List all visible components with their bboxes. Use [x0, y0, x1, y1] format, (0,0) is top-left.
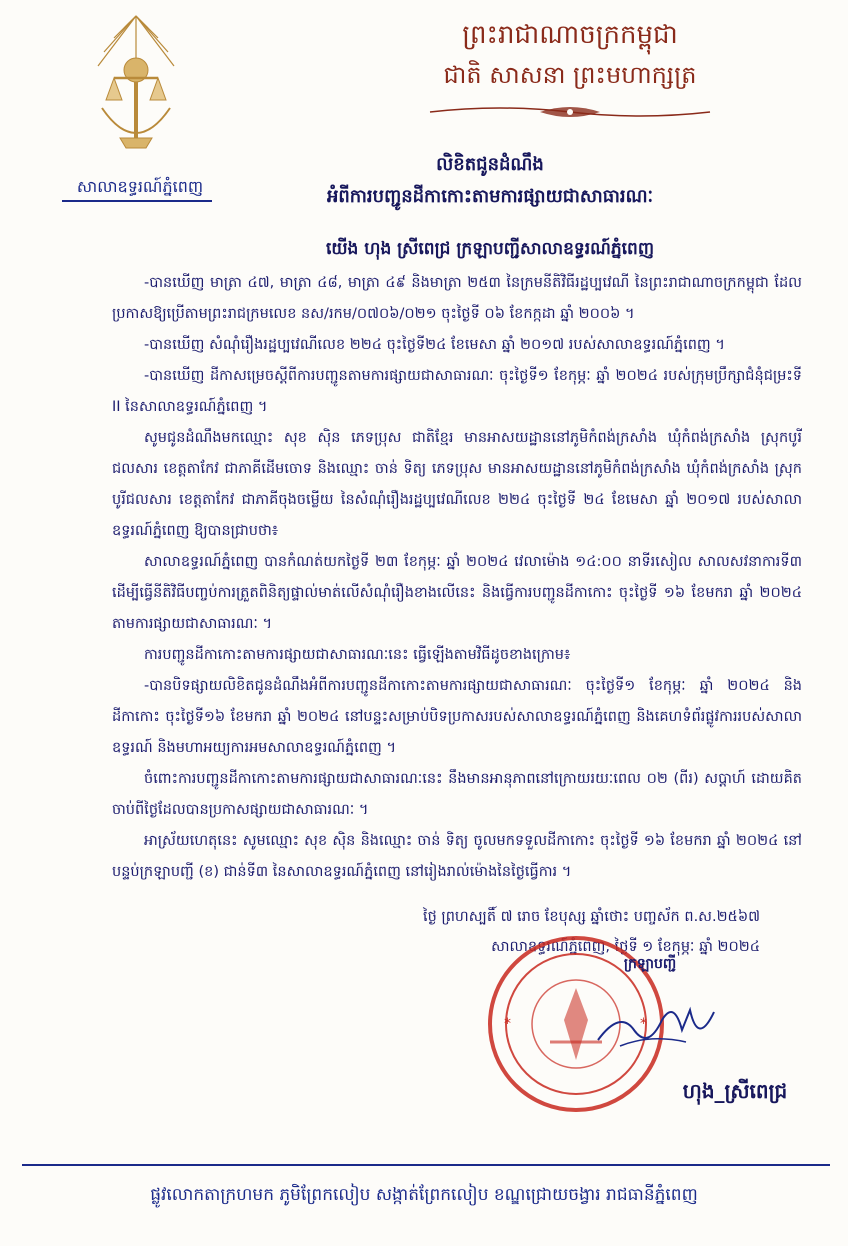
signatory-role: ក្រឡាបញ្ជី: [623, 956, 677, 972]
body-paragraph: ការបញ្ជូនដីកាកោះតាមការផ្សាយជាសាធារណៈនេះ ធ្វើឡើងតាមវិធីដូចខាងក្រោម៖: [144, 647, 571, 663]
svg-text:*: *: [504, 1016, 511, 1032]
body-paragraph: ចំពោះការបញ្ជូនដីកាកោះតាមការផ្សាយជាសាធារណៈនេះ នឹងមានអានុភាពនៅក្រោយរយៈពេល ០២ (ពីរ) សប្ដាហ៍ ដោយគិតចាប់ពីថ្ងៃដែលបានប្រកាសផ្សាយជាសាធារណៈ ។: [112, 771, 802, 818]
footer-divider: [22, 1164, 830, 1166]
national-motto: ជាតិ សាសនា ព្រះមហាក្សត្រ: [443, 61, 697, 89]
solar-date: សាលាឧទ្ធរណ៍ភ្នំពេញ, ថ្ងៃទី ១ ខែកុម្ភៈ ឆ្នាំ ២០២៤: [491, 939, 760, 955]
handwritten-signature-icon: [590, 990, 720, 1060]
kingdom-heading: ព្រះរាជាណាចក្រកម្ពុជា: [462, 20, 678, 50]
signatory-name: ហុង_ស្រីពេជ្រ: [682, 1079, 788, 1103]
body-paragraph: -បានបិទផ្សាយលិខិតជូនដំណឹងអំពីការបញ្ជូនដីកាកោះតាមការផ្សាយជាសាធារណៈ ចុះថ្ងៃទី១ ខែកុម្ភៈ ឆ្នាំ ២០២៤ និងដីកាកោះ ចុះថ្ងៃទី១៦ ខែមករា ឆ្នាំ ២០២៤ នៅបន្ទះសម្រាប់បិទប្រកាសរបស់សាលាឧទ្ធរណ៍ភ្នំពេញ និងគេហទំព័រផ្លូវការរបស់សាលាឧទ្ធរណ៍ និងមហាអយ្យការអមសាលាឧទ្ធរណ៍ភ្នំពេញ ។: [112, 678, 802, 756]
body-paragraph: សាលាឧទ្ធរណ៍ភ្នំពេញ បានកំណត់យកថ្ងៃទី ២៣ ខែកុម្ភៈ ឆ្នាំ ២០២៤ វេលាម៉ោង ១៤:០០ នាទីរសៀល សាលសវនាការទី៣ ដើម្បីធ្វើនីតិវិធីបញ្ចប់ការត្រួតពិនិត្យផ្ទាល់មាត់លើសំណុំរឿងខាងលើនេះ និងធ្វើការបញ្ជូនដីកាកោះ ចុះថ្ងៃទី ១៦ ខែមករា ឆ្នាំ ២០២៤ តាមការផ្សាយជាសាធារណៈ ។: [112, 554, 802, 632]
royal-scales-emblem-icon: [84, 8, 188, 160]
body-paragraph: សូមជូនដំណឹងមកឈ្មោះ សុខ ស៊ិន ភេទប្រុស ជាតិខ្មែរ មានអាសយដ្ឋាននៅភូមិកំពង់ក្រសាំង ឃុំកំពង់ក្រសាំង ស្រុកបូរីជលសារ ខេត្តតាកែវ ជាភាគីដើមចោទ និងឈ្មោះ ចាន់ ទិត្យ ភេទប្រុស មានអាសយដ្ឋាននៅភូមិកំពង់ក្រសាំង ឃុំកំពង់ក្រសាំង ស្រុកបូរីជលសារ ខេត្តតាកែវ ជាភាគីចុងចម្លើយ នៃសំណុំរឿងរដ្ឋប្បវេណីលេខ ២២៤ ចុះថ្ងៃទី ២៤ ខែមេសា ឆ្នាំ ២០១៧ របស់សាលាឧទ្ធរណ៍ភ្នំពេញ ឱ្យបានជ្រាបថា៖: [112, 430, 802, 539]
svg-text:*: *: [640, 1016, 647, 1032]
document-title: លិខិតជូនដំណឹង: [436, 154, 544, 175]
body-paragraph: -បានឃើញ ដីកាសម្រេចស្ដីពីការបញ្ជូនតាមការផ្សាយជាសាធារណៈ ចុះថ្ងៃទី១ ខែកុម្ភៈ ឆ្នាំ ២០២៤ របស់ក្រុមប្រឹក្សាជំនុំជម្រះទី II នៃសាលាឧទ្ធរណ៍ភ្នំពេញ ។: [112, 368, 802, 415]
lunar-date: ថ្ងៃ ព្រហស្បតិ៍ ៧ រោច ខែបុស្ស ឆ្នាំថោះ បញ្ចស័ក ព.ស.២៥៦៧: [422, 909, 760, 925]
court-label: សាលាឧទ្ធរណ៍ភ្នំពេញ: [76, 177, 204, 196]
notice-body: [112, 268, 802, 888]
body-paragraph: -បានឃើញ សំណុំរឿងរដ្ឋប្បវេណីលេខ ២២៤ ចុះថ្ងៃទី២៤ ខែមេសា ឆ្នាំ ២០១៧ របស់សាលាឧទ្ធរណ៍ភ្នំពេញ ។: [144, 337, 725, 353]
footer-address: ផ្លូវលោកតាក្រហមក ភូមិព្រែកលៀប សង្កាត់ព្រែកលៀប ខណ្ឌជ្រោយចង្វារ រាជធានីភ្នំពេញ: [150, 1185, 698, 1205]
document-subtitle: អំពីការបញ្ជូនដីកាកោះតាមការផ្សាយជាសាធារណៈ: [326, 186, 654, 207]
speaker-line: យើង ហុង ស្រីពេជ្រ ក្រឡាបញ្ជីសាលាឧទ្ធរណ៍ភ្នំពេញ: [325, 239, 655, 259]
body-paragraph: អាស្រ័យហេតុនេះ សូមឈ្មោះ សុខ ស៊ិន និងឈ្មោះ ចាន់ ទិត្យ ចូលមកទទួលដីកាកោះ ចុះថ្ងៃទី ១៦ ខែមករា ឆ្នាំ ២០២៤ នៅបន្ទប់ក្រឡាបញ្ជី (ខ) ជាន់ទី៣ នៃសាលាឧទ្ធរណ៍ភ្នំពេញ នៅរៀងរាល់ម៉ោងនៃថ្ងៃធ្វើការ ។: [112, 833, 802, 880]
ornament-divider-icon: [420, 104, 720, 120]
body-paragraph: -បានឃើញ មាត្រា ៤៧, មាត្រា ៤៨, មាត្រា ៤៩ និងមាត្រា ២៥៣ នៃក្រមនីតិវិធីរដ្ឋប្បវេណី នៃព្រះរាជាណាចក្រកម្ពុជា ដែលប្រកាសឱ្យប្រើតាមព្រះរាជក្រមលេខ នស/រកម/០៧០៦/០២១ ចុះថ្ងៃទី ០៦ ខែកក្កដា ឆ្នាំ ២០០៦ ។: [112, 275, 802, 322]
